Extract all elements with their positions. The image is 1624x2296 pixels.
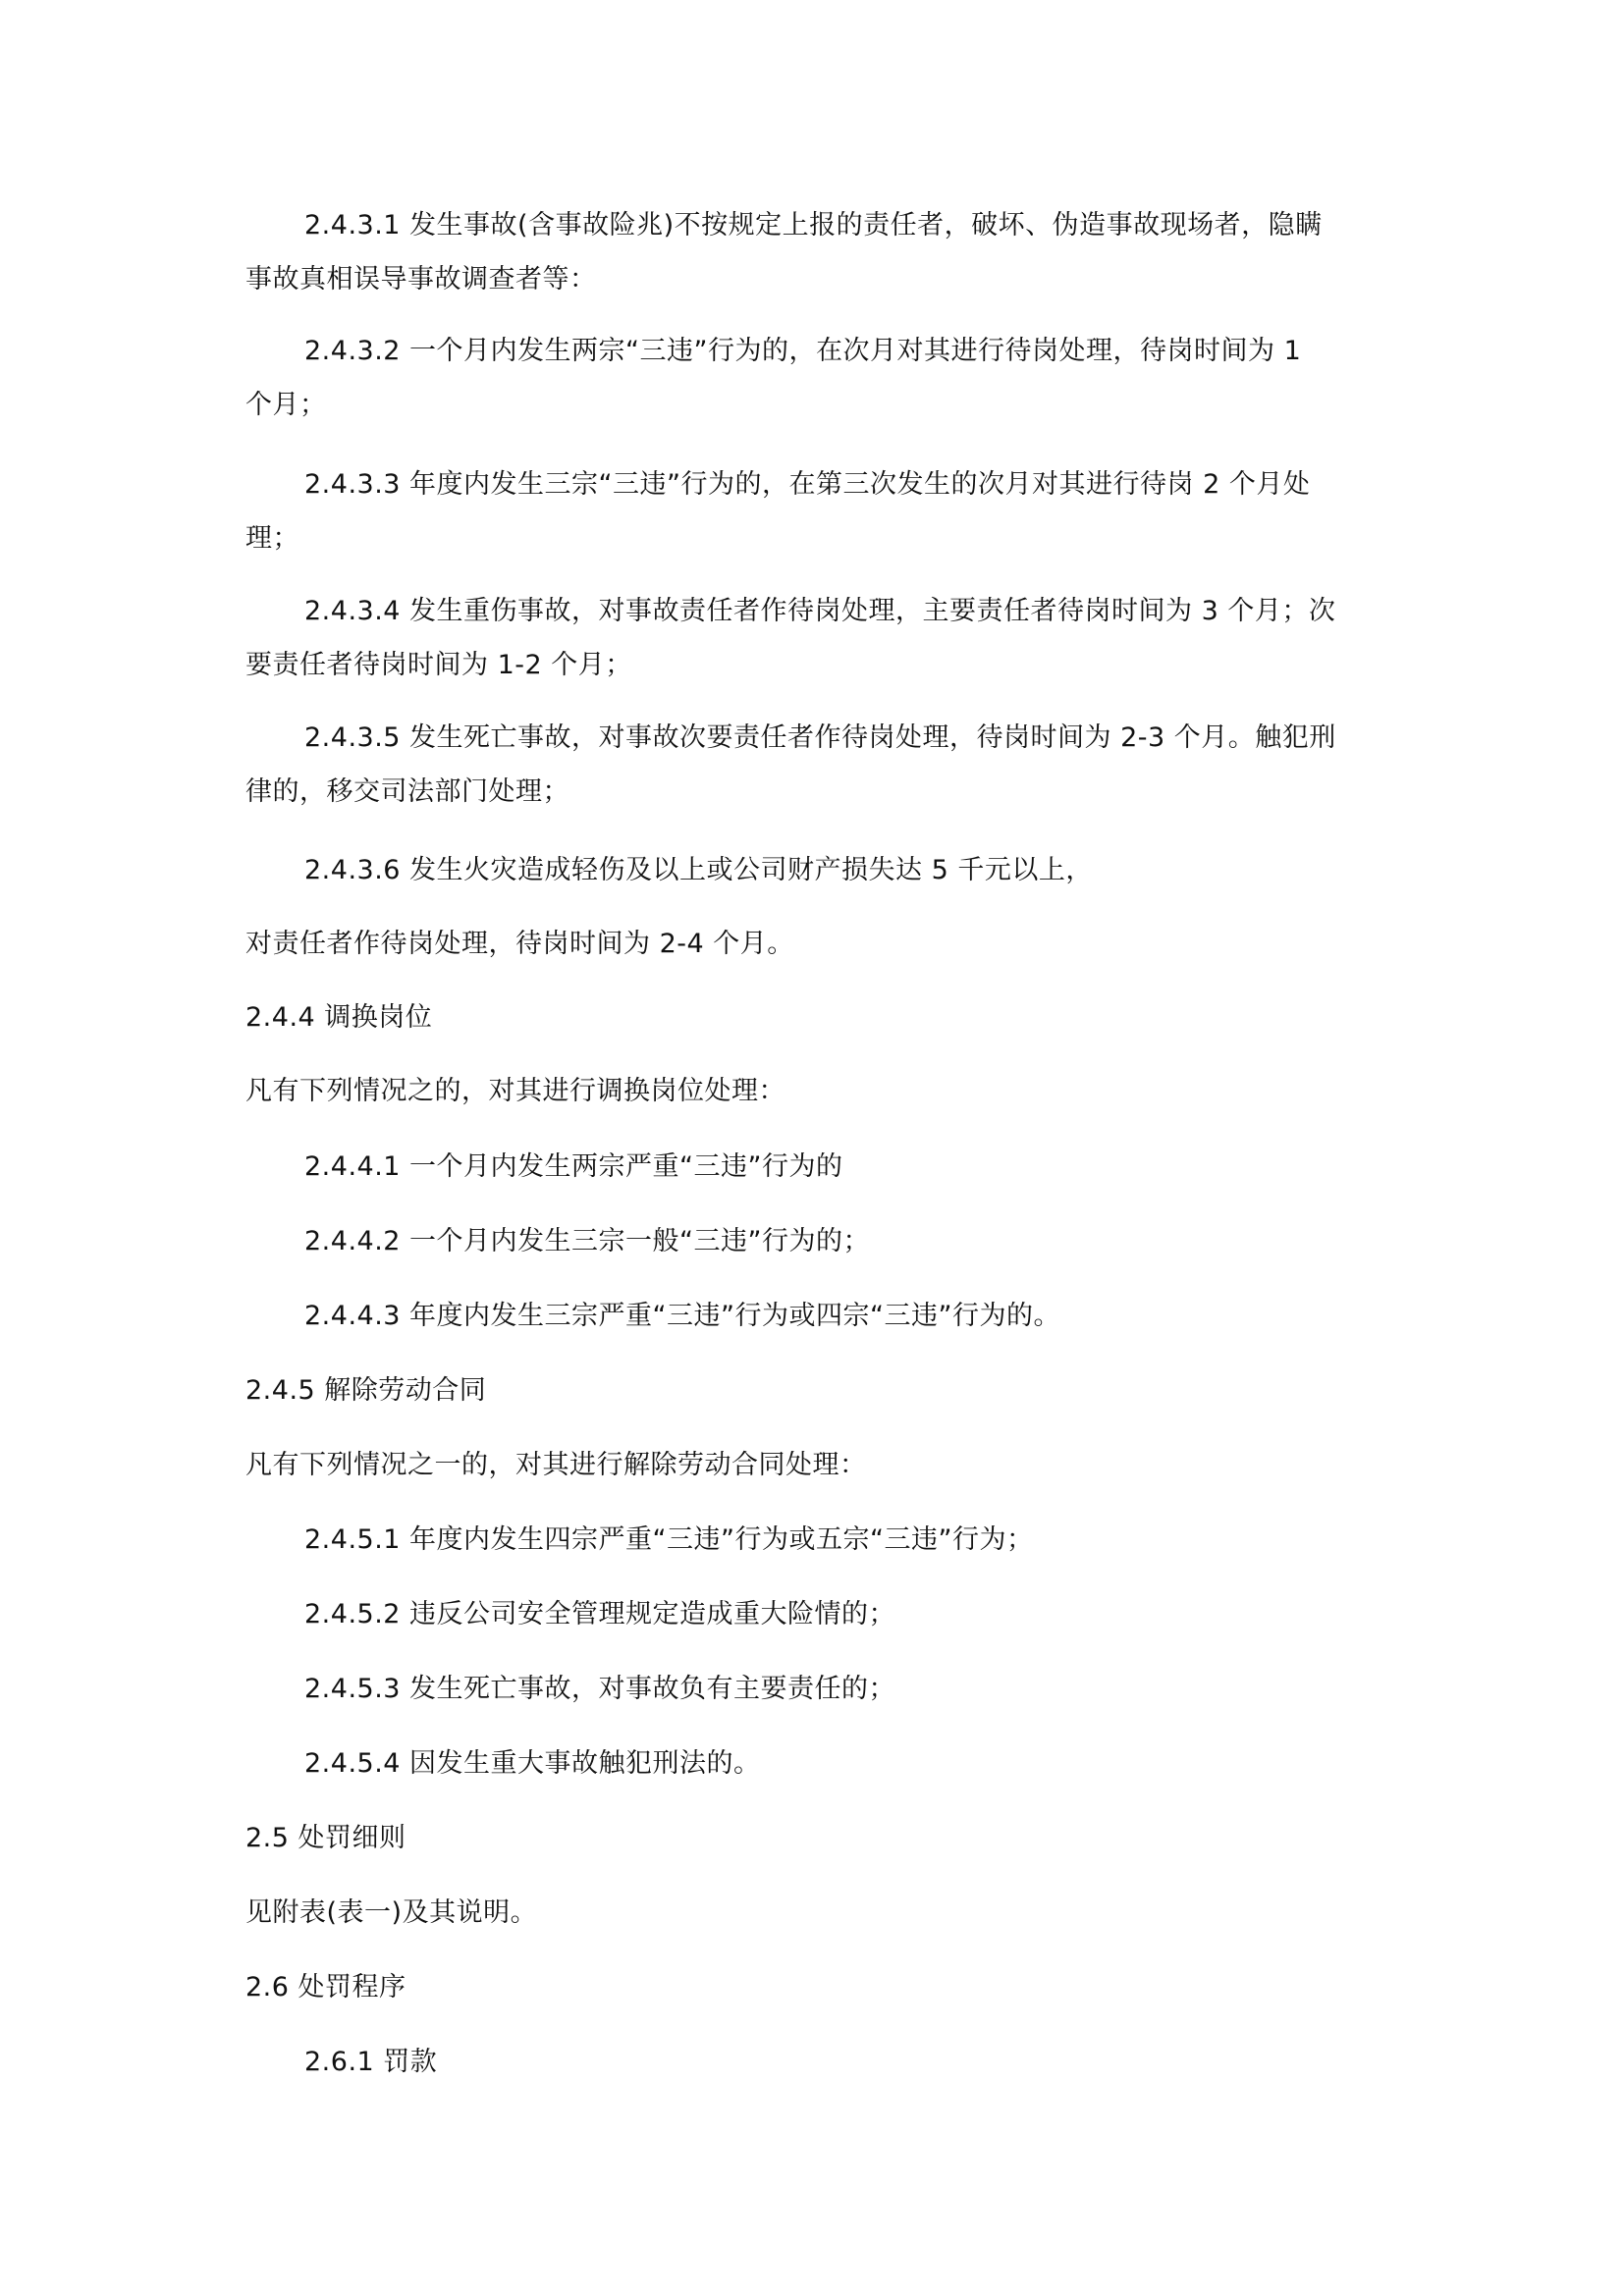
paragraph-2-4-3-6-line-1: 2.4.3.6 发生火灾造成轻伤及以上或公司财产损失达 5 千元以上，	[304, 855, 1093, 885]
paragraph-2-4-3-5-line-2: 律的，移交司法部门处理；	[245, 776, 569, 807]
heading-2-4-4: 2.4.4 调换岗位	[245, 1002, 433, 1033]
item-2-4-4-3: 2.4.4.3 年度内发生三宗严重“三违”行为或四宗“三违”行为的。	[304, 1301, 1060, 1331]
item-2-4-5-2: 2.4.5.2 违反公司安全管理规定造成重大险情的；	[304, 1599, 896, 1629]
paragraph-2-4-3-3-line-1: 2.4.3.3 年度内发生三宗“三违”行为的，在第三次发生的次月对其进行待岗 2 个月处	[304, 469, 1311, 500]
item-2-4-5-3: 2.4.5.3 发生死亡事故，对事故负有主要责任的；	[304, 1674, 896, 1704]
paragraph-2-4-4-intro: 凡有下列情况之的，对其进行调换岗位处理：	[245, 1076, 785, 1106]
item-2-4-4-2: 2.4.4.2 一个月内发生三宗一般“三违”行为的；	[304, 1226, 871, 1256]
paragraph-2-5: 见附表(表一)及其说明。	[245, 1897, 538, 1928]
paragraph-2-4-5-intro: 凡有下列情况之一的，对其进行解除劳动合同处理：	[245, 1450, 867, 1480]
item-2-4-4-1: 2.4.4.1 一个月内发生两宗严重“三违”行为的	[304, 1151, 843, 1182]
heading-2-6-1: 2.6.1 罚款	[304, 2047, 438, 2077]
paragraph-2-4-3-4-line-2: 要责任者待岗时间为 1-2 个月；	[245, 650, 632, 680]
heading-2-4-5: 2.4.5 解除劳动合同	[245, 1375, 487, 1406]
item-2-4-5-1: 2.4.5.1 年度内发生四宗严重“三违”行为或五宗“三违”行为；	[304, 1524, 1034, 1555]
paragraph-2-4-3-2-line-2: 个月；	[245, 390, 327, 420]
item-2-4-5-4: 2.4.5.4 因发生重大事故触犯刑法的。	[304, 1748, 761, 1779]
paragraph-2-4-3-4-line-1: 2.4.3.4 发生重伤事故，对事故责任者作待岗处理，主要责任者待岗时间为 3 个月；次	[304, 596, 1336, 626]
heading-2-6: 2.6 处罚程序	[245, 1972, 406, 2002]
paragraph-2-4-3-2-line-1: 2.4.3.2 一个月内发生两宗“三违”行为的，在次月对其进行待岗处理，待岗时间为 1	[304, 336, 1302, 366]
paragraph-2-4-3-5-line-1: 2.4.3.5 发生死亡事故，对事故次要责任者作待岗处理，待岗时间为 2-3 个月。触犯刑	[304, 722, 1336, 753]
paragraph-2-4-3-1-line-1: 2.4.3.1 发生事故(含事故险兆)不按规定上报的责任者，破坏、伪造事故现场者，隐瞒	[304, 210, 1323, 240]
paragraph-2-4-3-3-line-2: 理；	[245, 523, 299, 554]
paragraph-2-4-3-1-line-2: 事故真相误导事故调查者等：	[245, 264, 597, 294]
paragraph-2-4-3-6-line-2: 对责任者作待岗处理，待岗时间为 2-4 个月。	[245, 929, 794, 959]
heading-2-5: 2.5 处罚细则	[245, 1823, 406, 1853]
